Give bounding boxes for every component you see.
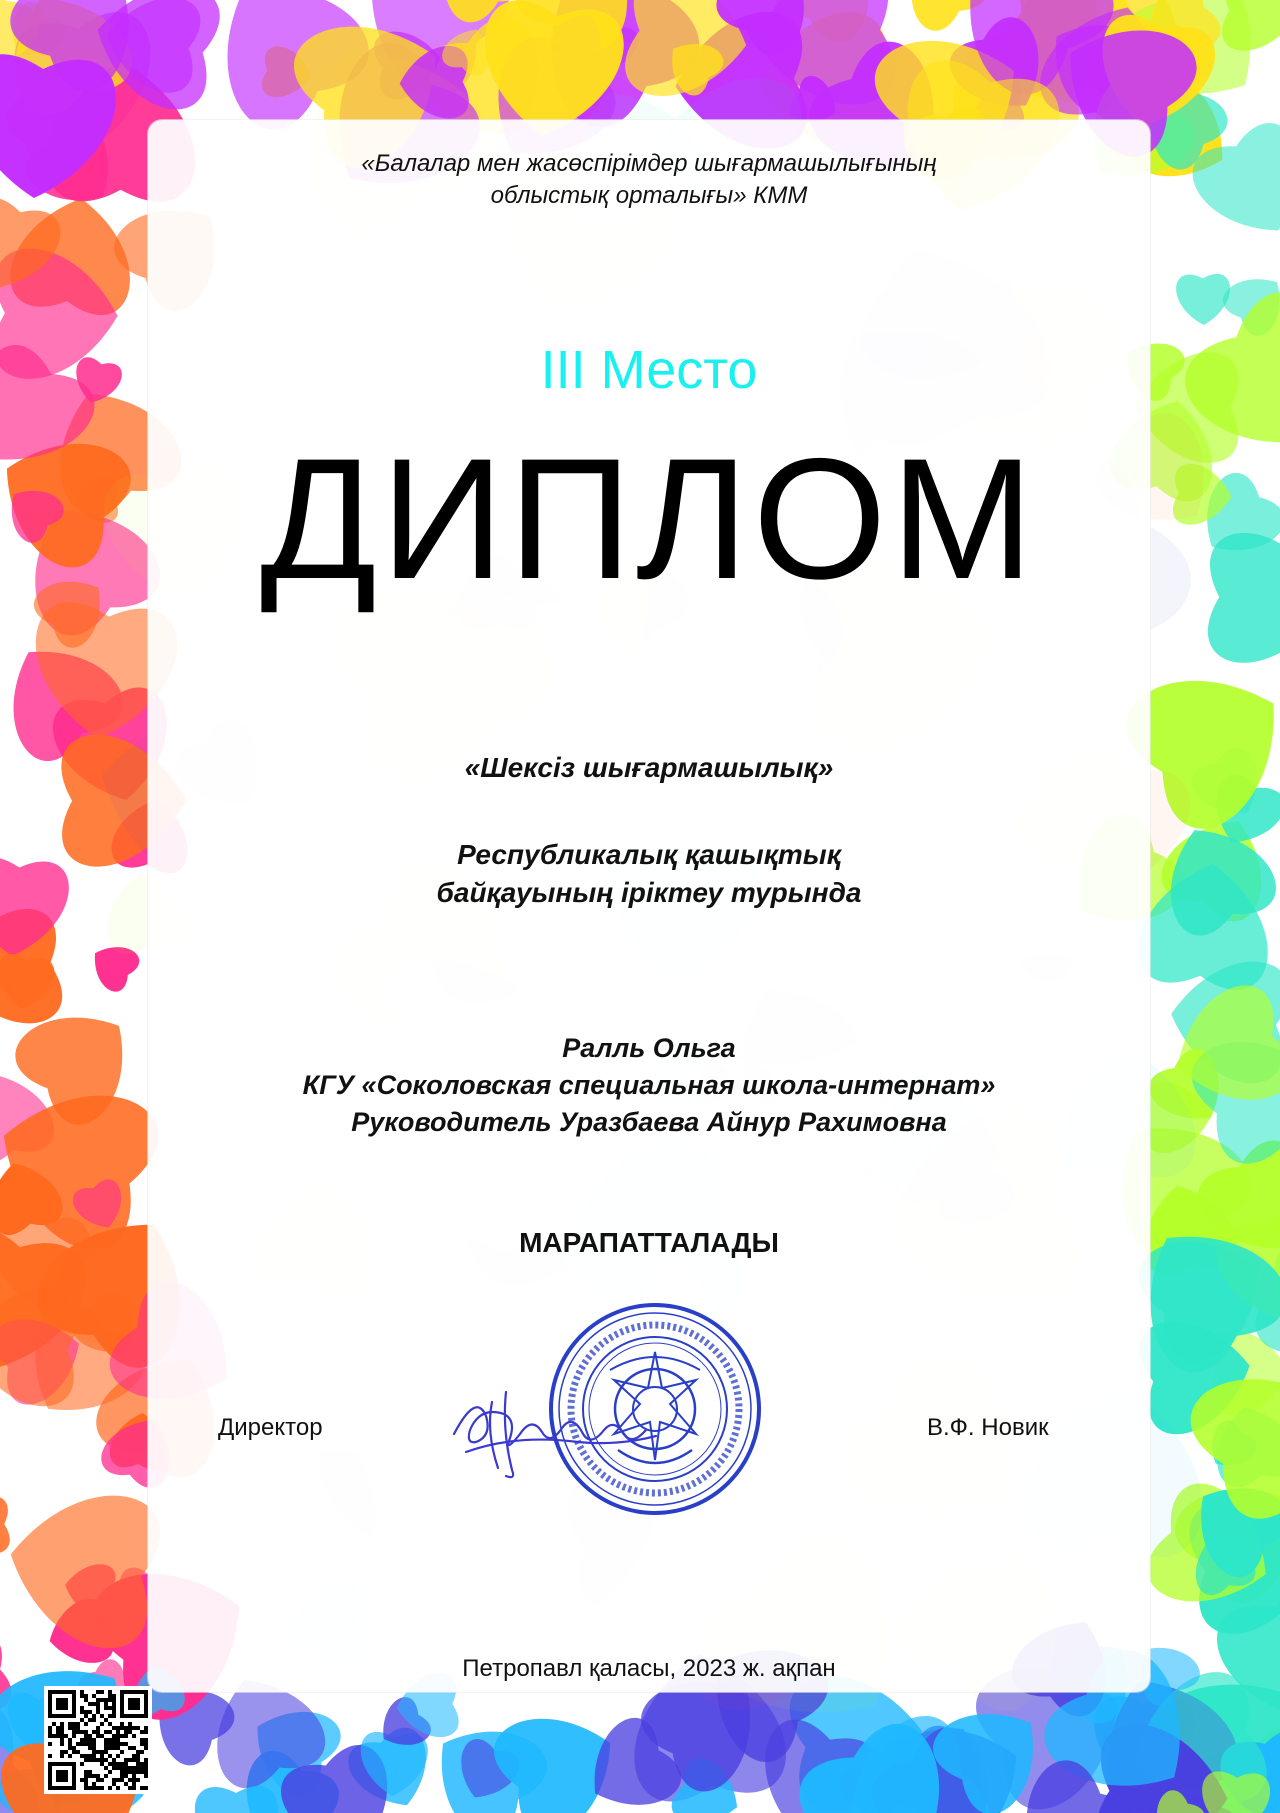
decorative-petal <box>194 1785 279 1813</box>
director-label: Директор <box>218 1414 323 1441</box>
director-signature-icon <box>446 1372 666 1482</box>
awarded-text: МАРАПАТТАЛАДЫ <box>519 1227 779 1258</box>
contest-round-line-2: байқауының іріктеу турында <box>436 877 862 908</box>
organization-line-2: облыстық орталығы» КММ <box>490 182 808 209</box>
awardee-block <box>148 1030 1150 1141</box>
director-name: В.Ф. Новик <box>927 1414 1049 1441</box>
contest-round <box>148 836 1150 912</box>
decorative-petal <box>0 1495 11 1556</box>
organization-header <box>148 148 1150 212</box>
decorative-petal <box>1200 1770 1272 1813</box>
decorative-petal <box>1207 532 1280 666</box>
diploma-title: ДИПЛОМ <box>260 423 1038 615</box>
awardee-institution: КГУ «Соколовская специальная школа-интернат» <box>302 1070 996 1100</box>
place-label: III Место <box>540 340 758 400</box>
decorative-petal <box>0 1479 166 1654</box>
contest-name: «Шексіз шығармашылық» <box>464 752 834 783</box>
contest-round-line-1: Республикалық қашықтық <box>457 839 841 870</box>
city-date: Петропавл қаласы, 2023 ж. ақпан <box>462 1655 836 1682</box>
decorative-petal <box>1176 274 1231 326</box>
awardee-supervisor: Руководитель Уразбаева Айнур Рахимовна <box>351 1107 947 1137</box>
qr-code-icon <box>44 1686 152 1794</box>
decorative-petal <box>1221 0 1280 54</box>
organization-line-1: «Балалар мен жасөспірімдер шығармашылығының <box>361 150 937 177</box>
awardee-name: Ралль Ольга <box>562 1033 736 1063</box>
